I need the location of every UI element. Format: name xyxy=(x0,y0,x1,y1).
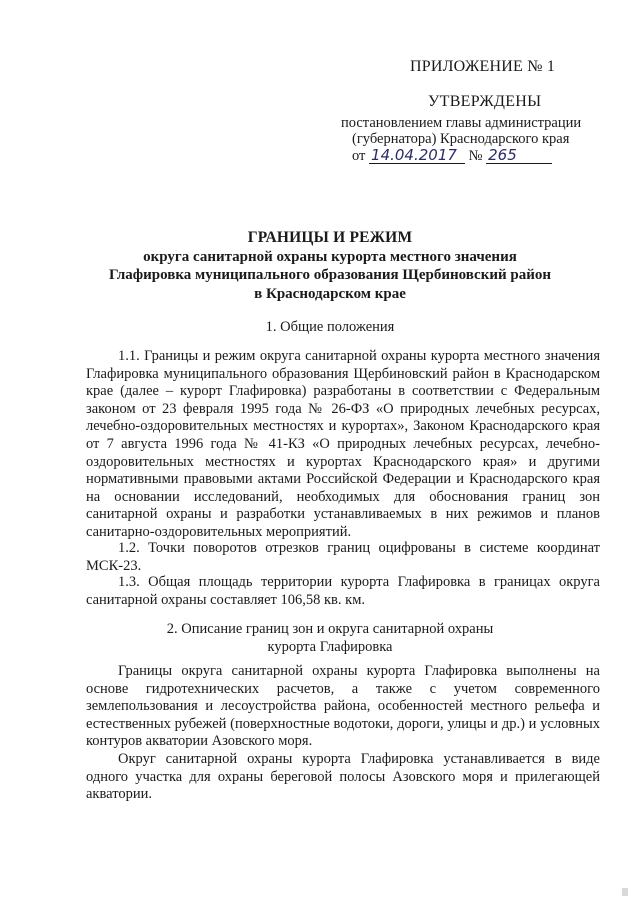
paragraph-2-2 xyxy=(86,751,600,804)
section-2-heading-line-1: 2. Описание границ зон и округа санитарной охраны xyxy=(166,621,494,637)
paragraph-2-1 xyxy=(86,663,600,751)
approval-date-number-line xyxy=(352,147,552,165)
handwritten-date: 14.04.2017 xyxy=(369,147,465,164)
handwritten-number: 265 xyxy=(486,147,552,164)
appendix-label: ПРИЛОЖЕНИЕ № 1 xyxy=(410,58,556,75)
title-main: ГРАНИЦЫ И РЕЖИМ xyxy=(247,229,413,246)
paragraph-text: 1.1. Границы и режим округа санитарной охраны курорта местного значения Глафировка муниципального образования Щербиновский район в Краснодарском крае (далее – курорт Глафировка) разработаны в соответствии с Федеральным законом от 23 февраля 1995 года № 26-ФЗ «О природных лечебных ресурсах, лечебно-оздоровительных местностях и курортах», Законом Краснодарского края от 7 августа 1996 года № 41-КЗ «О природных лечебных ресурсах, лечебно-оздоровительных местностях и курортах Краснодарского края» и другими нормативными правовыми актами Российской Федерации и Краснодарского края на основании исследований, необходимых для обоснования границ зон санитарной охраны и разработки устанавливаемых в них режимов и планов санитарно-оздоровительных мероприятий. xyxy=(86,348,600,540)
section-1-heading: 1. Общие положения xyxy=(265,319,395,335)
paragraph-1-2 xyxy=(86,540,600,575)
paragraph-1-3 xyxy=(86,574,600,609)
approved-label: УТВЕРЖДЕНЫ xyxy=(428,93,542,110)
paragraph-1-1 xyxy=(86,348,600,542)
title-line-2: округа санитарной охраны курорта местного значения xyxy=(143,248,517,265)
number-prefix: № xyxy=(468,148,483,164)
approval-line-2: (губернатора) Краснодарского края xyxy=(352,131,570,147)
scan-artifact xyxy=(622,888,628,896)
title-line-4: в Краснодарском крае xyxy=(254,285,406,302)
document-title xyxy=(60,229,600,303)
paragraph-text: 1.2. Точки поворотов отрезков границ оцифрованы в системе координат МСК-23. xyxy=(86,540,600,574)
section-2-heading xyxy=(60,620,600,656)
paragraph-text: Округ санитарной охраны курорта Глафировка устанавливается в виде одного участка для охраны береговой полосы Азовского моря и прилегающей акватории. xyxy=(86,751,600,803)
paragraph-text: 1.3. Общая площадь территории курорта Глафировка в границах округа санитарной охраны составляет 106,58 кв. км. xyxy=(86,574,600,608)
date-prefix: от xyxy=(352,148,366,164)
section-2-heading-line-2: курорта Глафировка xyxy=(267,639,393,655)
approval-line-1: постановлением главы администрации xyxy=(341,115,582,131)
title-line-3: Глафировка муниципального образования Щербиновский район xyxy=(108,267,552,283)
paragraph-text: Границы округа санитарной охраны курорта Глафировка выполнены на основе гидротехнических расчетов, а также с учетом современного землепользования и лесоустройства района, особенностей местного рельефа и естественных рубежей (поверхностные водотоки, дороги, улицы и др.) и условных контуров акватории Азовского моря. xyxy=(86,663,600,750)
